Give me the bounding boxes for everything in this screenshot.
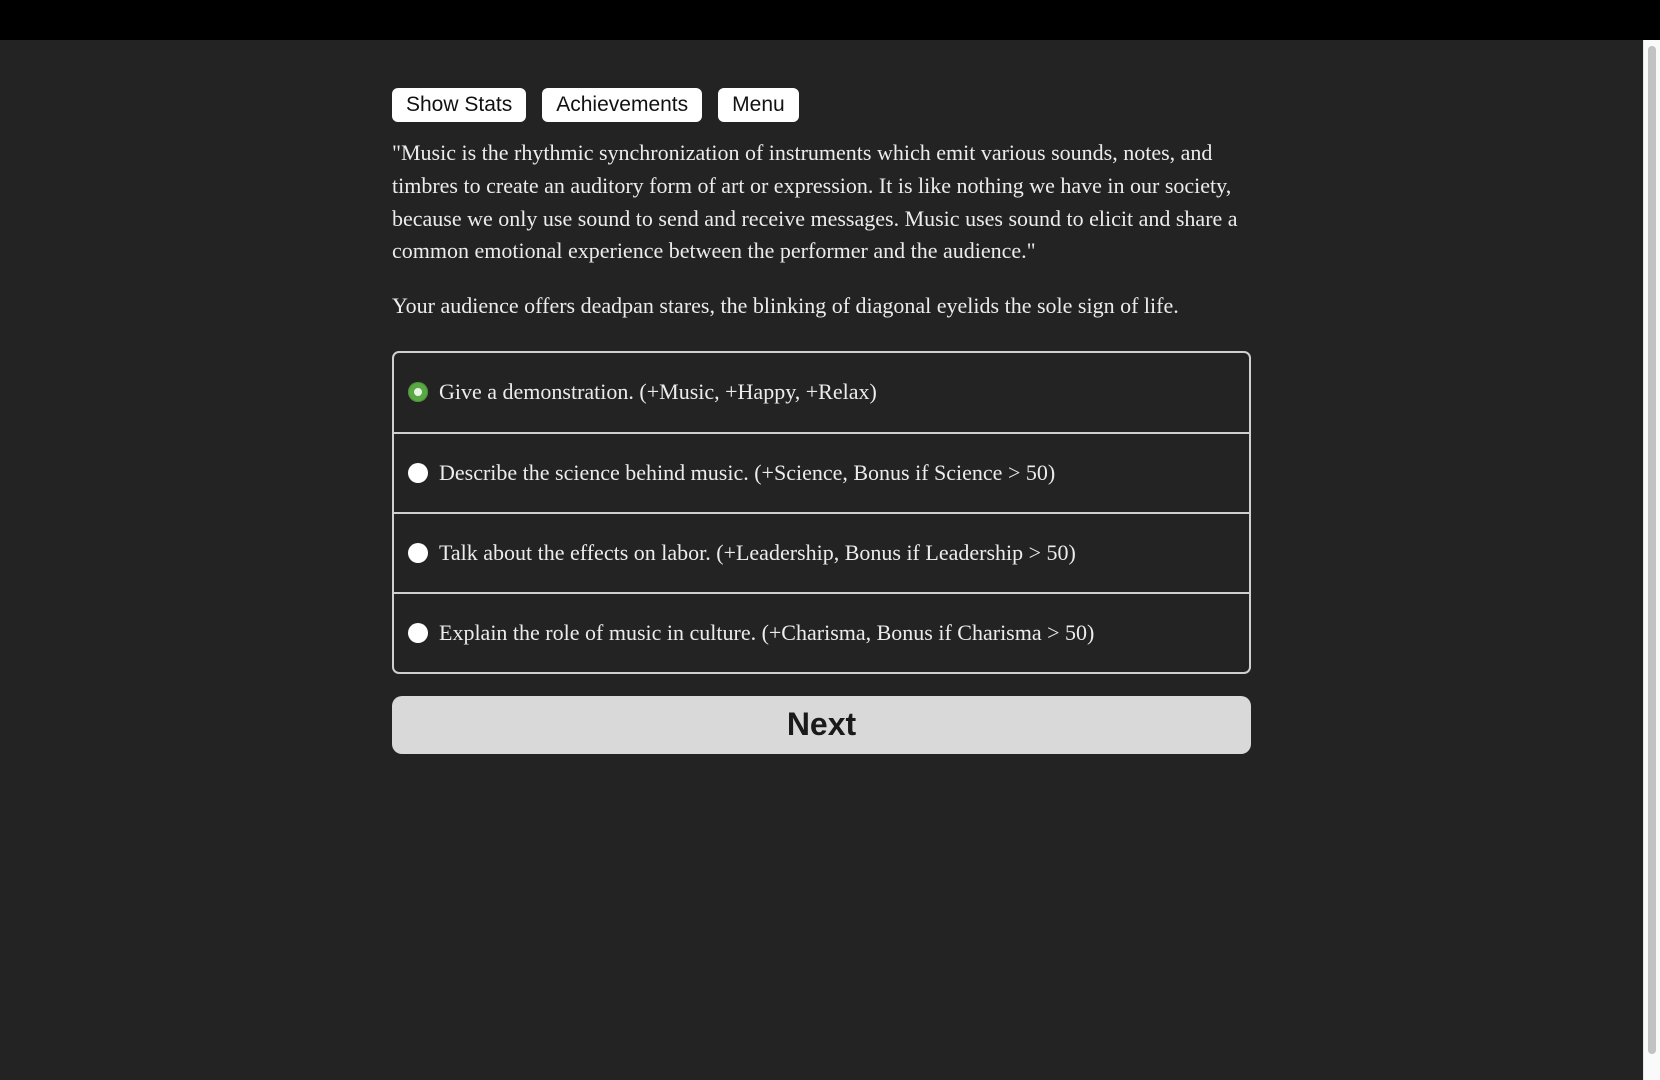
choice-list [392, 351, 1251, 674]
game-content [392, 88, 1252, 754]
radio-unselected-icon[interactable] [408, 543, 428, 563]
menu-button[interactable]: Menu [718, 88, 799, 122]
choice-option-labor[interactable] [394, 512, 1249, 592]
browser-top-bar [0, 0, 1660, 40]
choice-option-demonstration[interactable] [394, 353, 1249, 432]
choice-option-science[interactable] [394, 432, 1249, 512]
choice-label: Explain the role of music in culture. (+Charisma, Bonus if Charisma > 50) [439, 619, 1095, 645]
radio-unselected-icon[interactable] [408, 623, 428, 643]
vertical-scrollbar[interactable] [1643, 40, 1660, 1080]
radio-unselected-icon[interactable] [408, 463, 428, 483]
choice-label: Talk about the effects on labor. (+Leadership, Bonus if Leadership > 50) [439, 539, 1076, 565]
scrollbar-thumb[interactable] [1648, 46, 1656, 1054]
radio-selected-icon[interactable] [408, 382, 428, 402]
show-stats-button[interactable]: Show Stats [392, 88, 526, 122]
story-quote-paragraph: "Music is the rhythmic synchronization of instruments which emit various sounds, notes, and timbres to create an auditory form of art or expression. It is like nothing we have in our society, because we only use sound to send and receive messages. Music uses sound to elicit and share a common emotional experience between the performer and the audience." [392, 140, 1238, 264]
choice-label: Give a demonstration. (+Music, +Happy, +Relax) [439, 379, 877, 405]
next-button[interactable]: Next [392, 696, 1251, 754]
choice-option-culture[interactable] [394, 592, 1249, 672]
achievements-button[interactable]: Achievements [542, 88, 702, 122]
game-page [0, 40, 1643, 1080]
choice-label: Describe the science behind music. (+Science, Bonus if Science > 50) [439, 459, 1056, 485]
toolbar [392, 88, 1252, 122]
story-narration-paragraph: Your audience offers deadpan stares, the blinking of diagonal eyelids the sole sign of life. [392, 293, 1179, 319]
